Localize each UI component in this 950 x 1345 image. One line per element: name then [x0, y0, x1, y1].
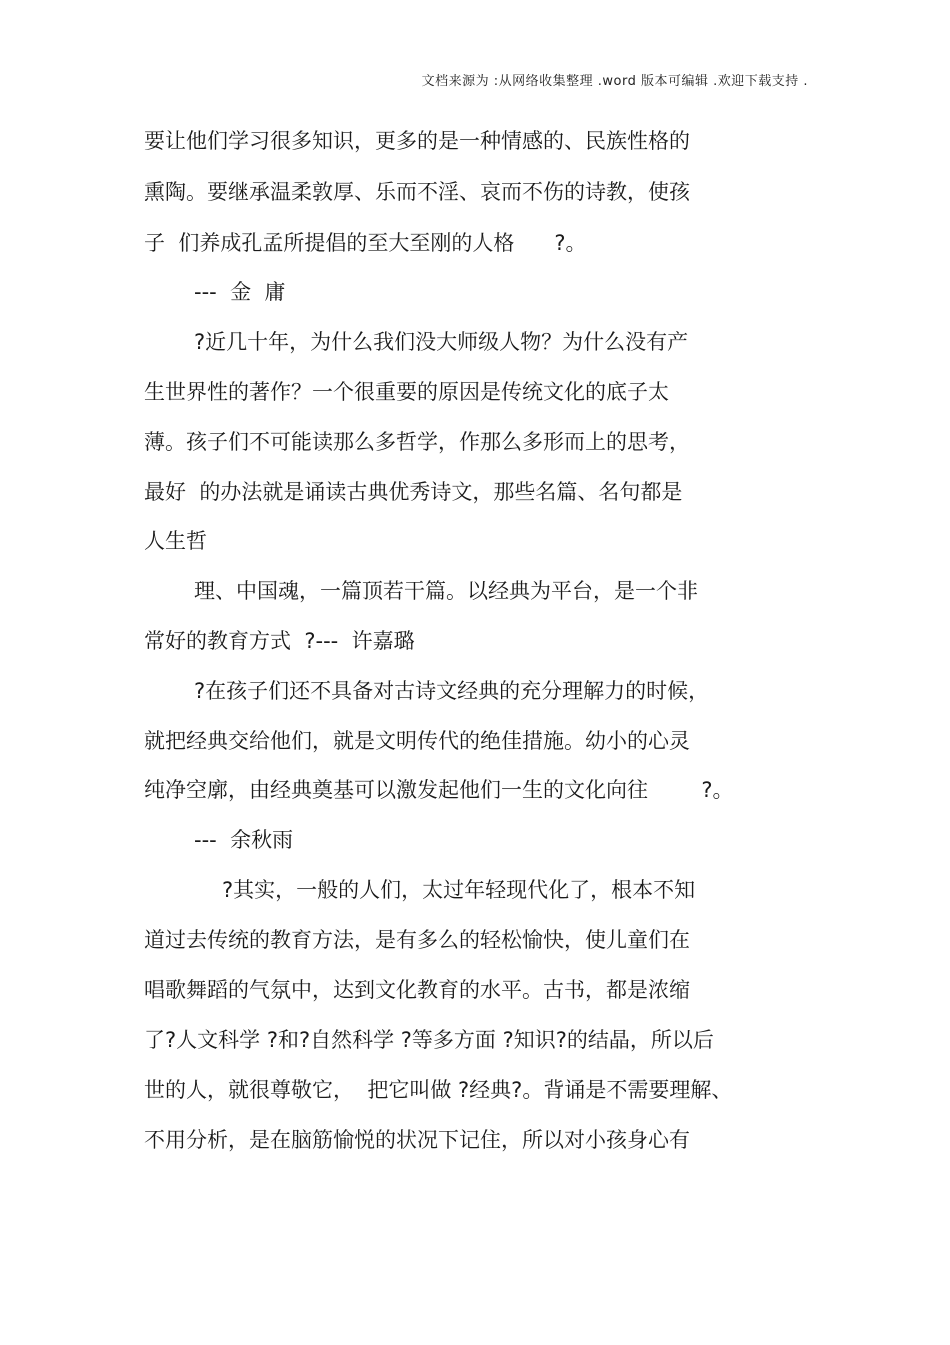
body-line: ?在孩子们还不具备对古诗文经典的充分理解力的时候，: [194, 679, 710, 703]
body-line: 薄。孩子们不可能读那么多哲学，作那么多形而上的思考，: [144, 430, 690, 454]
body-line: 了?人文科学 ?和?自然科学 ?等多方面 ?知识?的结晶，所以后: [144, 1028, 714, 1052]
body-line: 子 们养成孔孟所提倡的至大至刚的人格 ?。: [144, 231, 587, 255]
body-line: 人生哲: [144, 529, 207, 553]
body-line: 要让他们学习很多知识，更多的是一种情感的、民族性格的: [144, 129, 690, 153]
body-line: 熏陶。要继承温柔敦厚、乐而不淫、哀而不伤的诗教，使孩: [144, 180, 690, 204]
body-line: 理、中国魂，一篇顶若干篇。以经典为平台，是一个非: [194, 579, 698, 603]
body-line: 生世界性的著作？一个很重要的原因是传统文化的底子太: [144, 380, 669, 404]
body-line: 不用分析，是在脑筋愉悦的状况下记住，所以对小孩身心有: [144, 1128, 690, 1152]
body-line: ?近几十年，为什么我们没大师级人物？为什么没有产: [194, 330, 689, 354]
page-header: 文档来源为 :从网络收集整理 .word 版本可编辑 .欢迎下载支持 .: [421, 74, 808, 89]
body-line: 纯净空廓，由经典奠基可以激发起他们一生的文化向往 ?。: [144, 778, 734, 802]
body-line: 道过去传统的教育方法，是有多么的轻松愉快，使儿童们在: [144, 928, 690, 952]
body-line: 最好 的办法就是诵读古典优秀诗文，那些名篇、名句都是: [144, 480, 683, 504]
author-attribution: --- 金 庸: [194, 280, 286, 304]
body-line: 世的人，就很尊敬它， 把它叫做 ?经典?。背诵是不需要理解、: [144, 1078, 733, 1102]
body-line: ?其实，一般的人们，太过年轻现代化了，根本不知: [222, 878, 696, 902]
body-line: 常好的教育方式 ?--- 许嘉璐: [144, 629, 415, 653]
author-attribution: --- 余秋雨: [194, 828, 294, 852]
body-line: 就把经典交给他们，就是文明传代的绝佳措施。幼小的心灵: [144, 729, 690, 753]
body-line: 唱歌舞蹈的气氛中，达到文化教育的水平。古书，都是浓缩: [144, 978, 690, 1002]
